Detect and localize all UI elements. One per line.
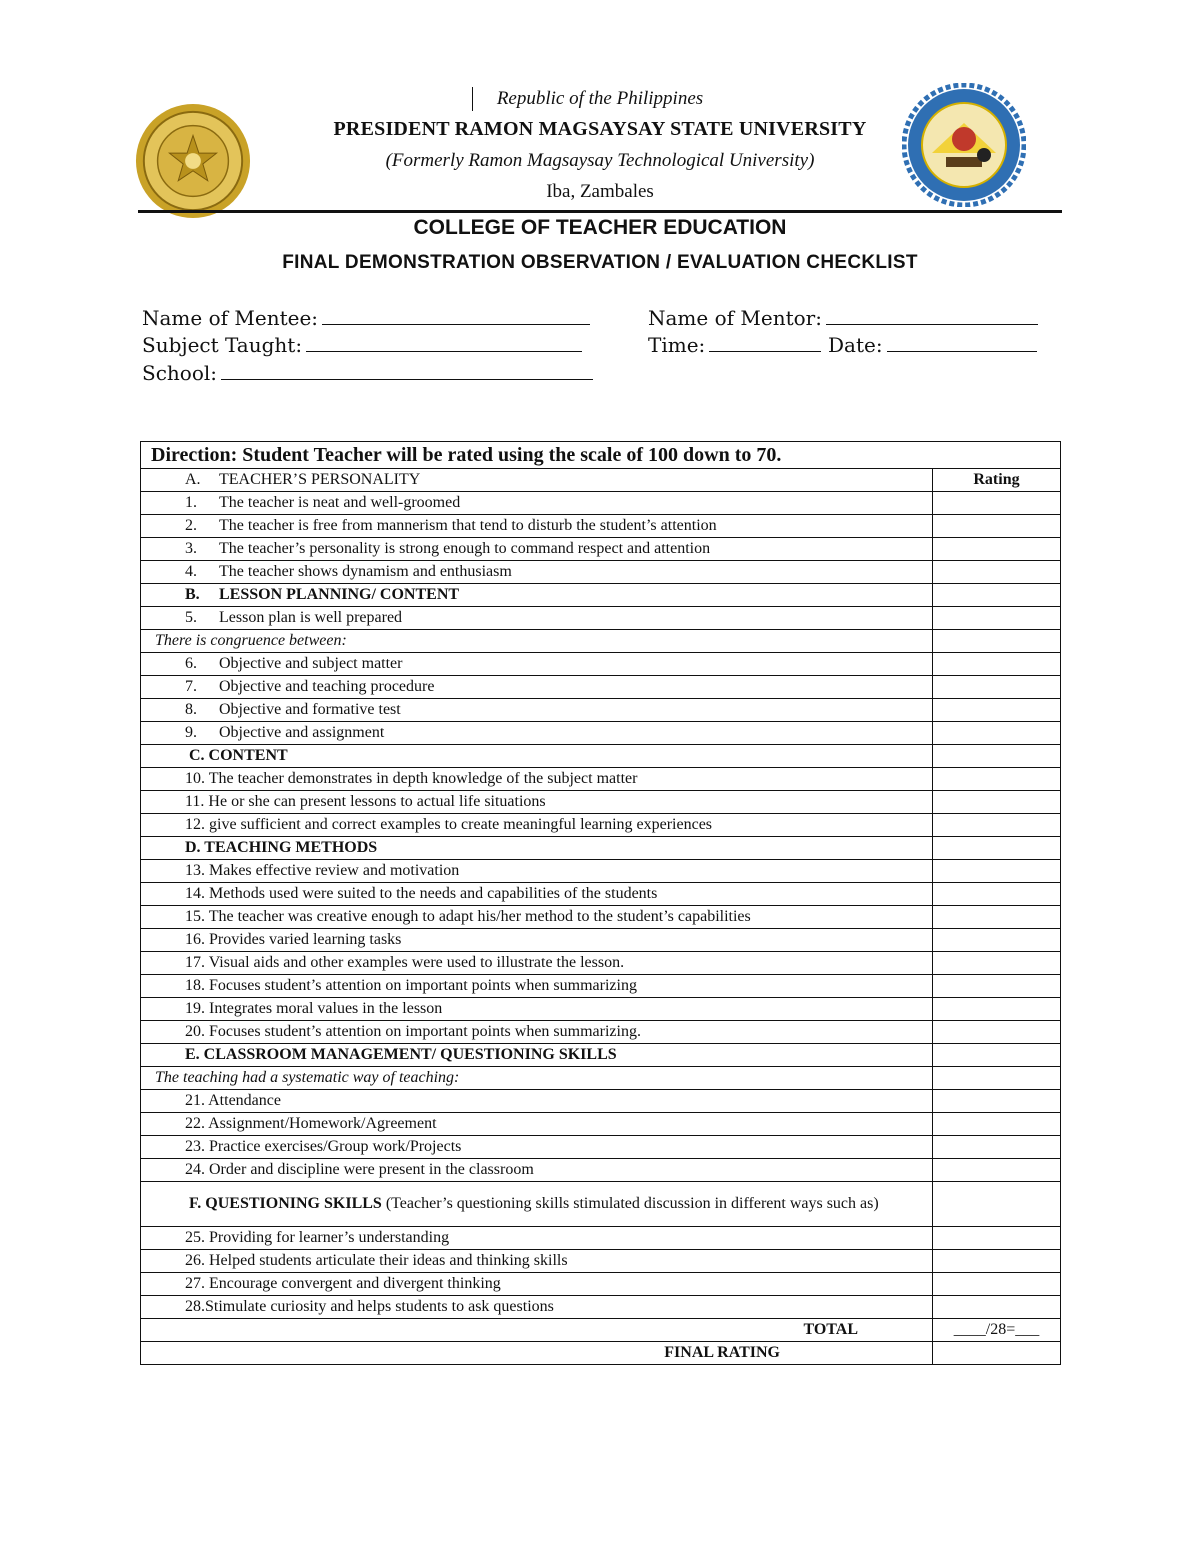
rating-cell: [933, 630, 1061, 653]
table-row: [141, 561, 1061, 584]
time-label: Time:: [648, 333, 706, 357]
rating-cell[interactable]: [933, 538, 1061, 561]
table-row: [141, 653, 1061, 676]
table-row: [141, 699, 1061, 722]
evaluation-checklist-table: [140, 441, 1061, 1365]
rating-cell[interactable]: [933, 676, 1061, 699]
subject-label: Subject Taught:: [142, 333, 303, 357]
note-row: [141, 630, 1061, 653]
section-f-heading: [141, 1182, 933, 1227]
rating-cell[interactable]: [933, 883, 1061, 906]
rating-cell[interactable]: [933, 492, 1061, 515]
item-text: 20. Focuses student’s attention on important points when summarizing.: [141, 1021, 933, 1044]
rating-cell[interactable]: [933, 952, 1061, 975]
rating-cell[interactable]: [933, 1090, 1061, 1113]
rating-cell[interactable]: [933, 768, 1061, 791]
location: Iba, Zambales: [546, 181, 654, 202]
item-text: 28.Stimulate curiosity and helps students to ask questions: [141, 1296, 933, 1319]
table-row: [141, 1273, 1061, 1296]
item-text: 21. Attendance: [141, 1090, 933, 1113]
section-d-row: [141, 837, 1061, 860]
table-row: [141, 1227, 1061, 1250]
rating-cell: [933, 1067, 1061, 1090]
section-b-title: LESSON PLANNING/ CONTENT: [219, 586, 460, 603]
rating-cell[interactable]: [933, 1136, 1061, 1159]
item-text: 13. Makes effective review and motivation: [141, 860, 933, 883]
table-row: [141, 998, 1061, 1021]
item-number: 7.: [185, 678, 197, 695]
item-text: The teacher’s personality is strong enough to command respect and attention: [219, 540, 711, 557]
rating-cell[interactable]: [933, 814, 1061, 837]
rating-cell[interactable]: [933, 699, 1061, 722]
table-row: [141, 791, 1061, 814]
item-text: 14. Methods used were suited to the needs and capabilities of the students: [141, 883, 933, 906]
table-row: [141, 814, 1061, 837]
item-text: 23. Practice exercises/Group work/Projects: [141, 1136, 933, 1159]
rating-cell[interactable]: [933, 1250, 1061, 1273]
table-row: [141, 883, 1061, 906]
section-d-heading: D. TEACHING METHODS: [141, 837, 933, 860]
table-row: [141, 676, 1061, 699]
item-text: 12. give sufficient and correct examples to create meaningful learning experiences: [141, 814, 933, 837]
mentee-blank[interactable]: [322, 308, 590, 325]
rating-cell: [933, 745, 1061, 768]
mentor-field[interactable]: [648, 306, 1038, 330]
item-text: 24. Order and discipline were present in the classroom: [141, 1159, 933, 1182]
rating-cell[interactable]: [933, 1021, 1061, 1044]
item-number: 9.: [185, 724, 197, 741]
item-text: 22. Assignment/Homework/Agreement: [141, 1113, 933, 1136]
item-text: 10. The teacher demonstrates in depth knowledge of the subject matter: [141, 768, 933, 791]
final-rating-label: FINAL RATING: [141, 1342, 933, 1365]
item-number: 2.: [185, 517, 197, 534]
item-number: 4.: [185, 563, 197, 580]
section-a-heading: [141, 469, 933, 492]
direction-row: [141, 442, 1061, 469]
section-b-letter: B.: [185, 586, 200, 603]
item-text: 25. Providing for learner’s understanding: [141, 1227, 933, 1250]
school-blank[interactable]: [221, 363, 593, 380]
college-title: COLLEGE OF TEACHER EDUCATION: [413, 216, 787, 239]
note-row: [141, 1067, 1061, 1090]
rating-cell[interactable]: [933, 561, 1061, 584]
item-text: 16. Provides varied learning tasks: [141, 929, 933, 952]
final-rating-row: [141, 1342, 1061, 1365]
final-rating-cell[interactable]: [933, 1342, 1061, 1365]
item-text: Objective and assignment: [219, 724, 385, 741]
school-field[interactable]: [142, 361, 593, 385]
item-text: The teacher is free from mannerism that tend to disturb the student’s attention: [219, 517, 717, 534]
item-text: 18. Focuses student’s attention on important points when summarizing: [141, 975, 933, 998]
total-label: TOTAL: [141, 1319, 933, 1342]
former-name: (Formerly Ramon Magsaysay Technological University): [385, 150, 815, 171]
rating-cell[interactable]: [933, 1159, 1061, 1182]
rating-cell[interactable]: [933, 929, 1061, 952]
item-text: 17. Visual aids and other examples were used to illustrate the lesson.: [141, 952, 933, 975]
table-row: [141, 1159, 1061, 1182]
section-a-letter: A.: [185, 471, 201, 488]
section-e-row: [141, 1044, 1061, 1067]
checklist-title: FINAL DEMONSTRATION OBSERVATION / EVALUATION CHECKLIST: [282, 252, 918, 273]
rating-header: Rating: [933, 469, 1061, 492]
congruence-note: There is congruence between:: [141, 630, 933, 653]
item-number: 5.: [185, 609, 197, 626]
date-label: Date:: [828, 333, 883, 357]
mentee-field[interactable]: [142, 306, 590, 330]
rating-cell: [933, 1044, 1061, 1067]
item-text: 26. Helped students articulate their ideas and thinking skills: [141, 1250, 933, 1273]
table-row: [141, 1021, 1061, 1044]
item-text: Objective and teaching procedure: [219, 678, 435, 695]
rating-cell[interactable]: [933, 1113, 1061, 1136]
item-number: 1.: [185, 494, 197, 511]
rating-cell[interactable]: [933, 1296, 1061, 1319]
table-row: [141, 768, 1061, 791]
table-row: [141, 860, 1061, 883]
rating-cell[interactable]: [933, 515, 1061, 538]
section-f-title: F. QUESTIONING SKILLS: [189, 1195, 382, 1212]
item-text: Objective and formative test: [219, 701, 401, 718]
rating-cell[interactable]: [933, 791, 1061, 814]
rating-cell[interactable]: [933, 906, 1061, 929]
section-f-note: (Teacher’s questioning skills stimulated discussion in different ways such as): [385, 1195, 879, 1212]
university-name: PRESIDENT RAMON MAGSAYSAY STATE UNIVERSITY: [333, 118, 867, 140]
item-text: Objective and subject matter: [219, 655, 403, 672]
section-e-heading: E. CLASSROOM MANAGEMENT/ QUESTIONING SKILLS: [141, 1044, 933, 1067]
item-text: The teacher shows dynamism and enthusiasm: [219, 563, 512, 580]
rating-cell[interactable]: [933, 1273, 1061, 1296]
table-row: [141, 515, 1061, 538]
item-text: Lesson plan is well prepared: [219, 609, 403, 626]
table-row: [141, 1136, 1061, 1159]
republic-line: Republic of the Philippines: [496, 88, 704, 109]
table-row: [141, 1113, 1061, 1136]
item-text: 19. Integrates moral values in the lesson: [141, 998, 933, 1021]
item-number: 6.: [185, 655, 197, 672]
table-row: [141, 906, 1061, 929]
table-row: [141, 975, 1061, 998]
item-text: The teacher is neat and well-groomed: [219, 494, 461, 511]
rating-cell: [933, 1182, 1061, 1227]
rating-cell: [933, 837, 1061, 860]
section-f-row: [141, 1182, 1061, 1227]
table-row: [141, 952, 1061, 975]
table-row: [141, 492, 1061, 515]
subject-blank[interactable]: [306, 335, 582, 352]
systematic-note: The teaching had a systematic way of teaching:: [141, 1067, 933, 1090]
date-field[interactable]: [828, 333, 1037, 357]
date-blank[interactable]: [887, 335, 1037, 352]
total-row: [141, 1319, 1061, 1342]
mentor-blank[interactable]: [826, 308, 1038, 325]
total-value[interactable]: ____/28=___: [933, 1319, 1061, 1342]
table-row: [141, 929, 1061, 952]
mentee-label: Name of Mentee:: [142, 306, 319, 330]
table-row: [141, 538, 1061, 561]
section-c-row: [141, 745, 1061, 768]
item-text: 15. The teacher was creative enough to adapt his/her method to the student’s capabilities: [141, 906, 933, 929]
table-row: [141, 1250, 1061, 1273]
time-blank[interactable]: [709, 335, 821, 352]
section-b-row: [141, 584, 1061, 607]
rating-cell[interactable]: [933, 607, 1061, 630]
table-row: [141, 1296, 1061, 1319]
rating-cell[interactable]: [933, 860, 1061, 883]
section-a-row: [141, 469, 1061, 492]
table-row: [141, 1090, 1061, 1113]
mentor-label: Name of Mentor:: [648, 306, 822, 330]
subject-field[interactable]: [142, 333, 582, 357]
rating-cell[interactable]: [933, 998, 1061, 1021]
rating-cell: [933, 584, 1061, 607]
rating-cell[interactable]: [933, 722, 1061, 745]
rating-cell[interactable]: [933, 653, 1061, 676]
school-label: School:: [142, 361, 217, 385]
item-text: 27. Encourage convergent and divergent thinking: [141, 1273, 933, 1296]
item-text: 11. He or she can present lessons to actual life situations: [141, 791, 933, 814]
rating-cell[interactable]: [933, 975, 1061, 998]
section-a-title: TEACHER’S PERSONALITY: [219, 471, 421, 488]
section-b-heading: [141, 584, 933, 607]
header-divider: [138, 210, 1062, 213]
table-row: [141, 607, 1061, 630]
table-row: [141, 722, 1061, 745]
time-field[interactable]: [648, 333, 821, 357]
item-number: 8.: [185, 701, 197, 718]
section-c-heading: C. CONTENT: [141, 745, 933, 768]
rating-cell[interactable]: [933, 1227, 1061, 1250]
item-number: 3.: [185, 540, 197, 557]
direction-text: Direction: Student Teacher will be rated using the scale of 100 down to 70.: [141, 442, 1061, 469]
